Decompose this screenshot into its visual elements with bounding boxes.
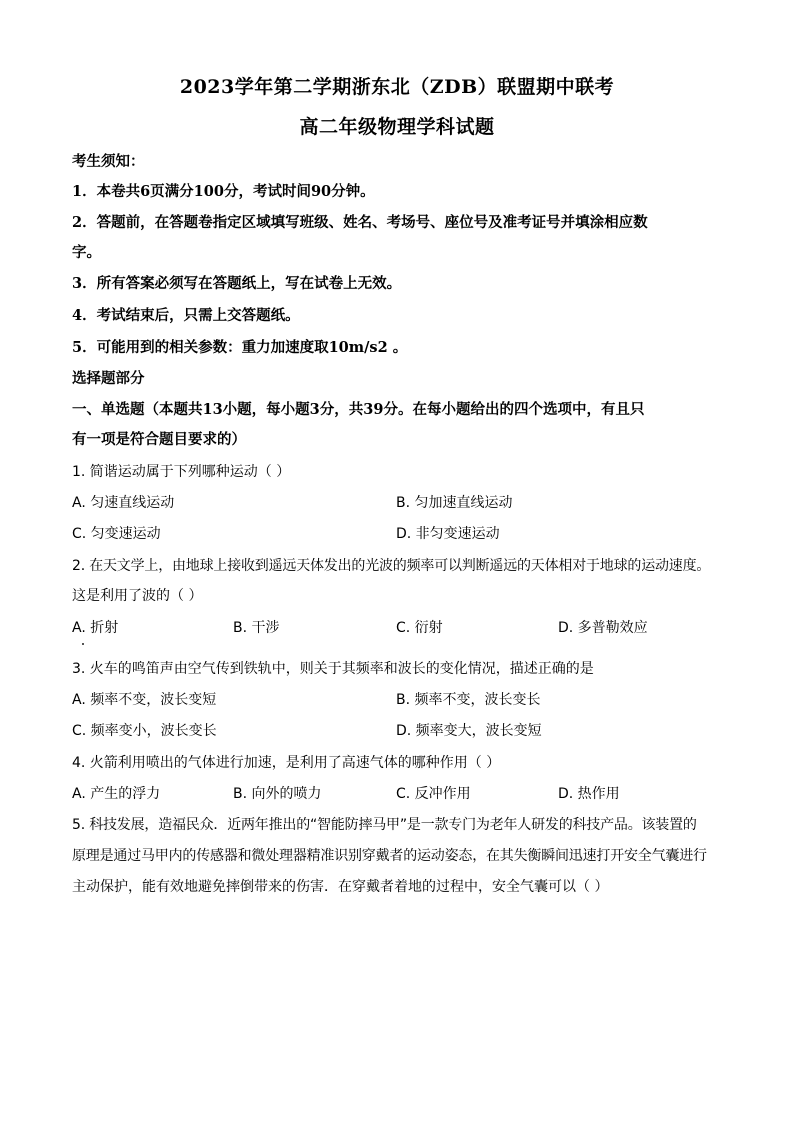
question-4-stem: 4. 火箭利用喷出的气体进行加速，是利用了高速气体的哪种作用（ ） bbox=[72, 755, 501, 771]
question-5-stem-b: 原理是通过马甲内的传感器和微处理器精准识别穿戴者的运动姿态，在其失衡瞬间迅速打开安全气囊进行 bbox=[72, 848, 707, 864]
notice-item-3: 3．所有答案必须写在答题纸上，写在试卷上无效。 bbox=[72, 275, 402, 292]
question-3-option-b: B. 频率不变，波长变长 bbox=[396, 692, 541, 708]
question-2-option-d: D. 多普勒效应 bbox=[558, 620, 648, 636]
question-3-stem: 3. 火车的鸣笛声由空气传到铁轨中，则关于其频率和波长的变化情况，描述正确的是 bbox=[72, 661, 594, 677]
question-1-option-b: B. 匀加速直线运动 bbox=[396, 495, 513, 511]
question-2-option-a: A. 折射 bbox=[72, 620, 119, 636]
question-3-option-d: D. 频率变大，波长变短 bbox=[396, 723, 542, 739]
section-part-title: 选择题部分 bbox=[72, 370, 145, 387]
question-1-option-a: A. 匀速直线运动 bbox=[72, 495, 175, 511]
stray-dot bbox=[82, 643, 84, 645]
question-1-option-d: D. 非匀变速运动 bbox=[396, 526, 500, 542]
question-1-option-c: C. 匀变速运动 bbox=[72, 526, 161, 542]
question-2-option-c: C. 衍射 bbox=[396, 620, 443, 636]
exam-title: 2023学年第二学期浙东北（ZDB）联盟期中联考 bbox=[179, 76, 615, 98]
notice-item-5: 5．可能用到的相关参数：重力加速度取10m/s2 。 bbox=[72, 339, 408, 356]
question-2-option-b: B. 干涉 bbox=[233, 620, 280, 636]
question-4-option-c: C. 反冲作用 bbox=[396, 786, 471, 802]
notice-item-4: 4．考试结束后，只需上交答题纸。 bbox=[72, 307, 300, 324]
question-1-stem: 1. 简谐运动属于下列哪种运动（ ） bbox=[72, 464, 291, 480]
question-4-option-b: B. 向外的喷力 bbox=[233, 786, 322, 802]
question-3-option-c: C. 频率变小，波长变长 bbox=[72, 723, 217, 739]
notice-item-1: 1．本卷共6页满分100分，考试时间90分钟。 bbox=[72, 183, 375, 200]
question-2-stem-a: 2. 在天文学上，由地球上接收到遥远天体发出的光波的频率可以判断遥远的天体相对于地球的运动速度。 bbox=[72, 558, 711, 574]
notice-item-2b: 字。 bbox=[72, 244, 101, 261]
notice-item-2a: 2．答题前，在答题卷指定区域填写班级、姓名、考场号、座位号及准考证号并填涂相应数 bbox=[72, 214, 648, 231]
question-2-stem-b: 这是利用了波的（ ） bbox=[72, 588, 203, 604]
notice-heading: 考生须知： bbox=[72, 153, 145, 170]
section-intro-b: 有一项是符合题目要求的） bbox=[72, 431, 246, 448]
section-intro-a: 一、单选题（本题共13小题，每小题3分，共39分。在每小题给出的四个选项中，有且只 bbox=[72, 401, 645, 418]
question-5-stem-c: 主动保护，能有效地避免摔倒带来的伤害．在穿戴者着地的过程中，安全气囊可以（ ） bbox=[72, 879, 609, 895]
exam-subtitle: 高二年级物理学科试题 bbox=[299, 116, 495, 138]
question-3-option-a: A. 频率不变，波长变短 bbox=[72, 692, 217, 708]
question-5-stem-a: 5. 科技发展，造福民众．近两年推出的“智能防摔马甲”是一款专门为老年人研发的科技产品。该装置的 bbox=[72, 817, 697, 833]
question-4-option-d: D. 热作用 bbox=[558, 786, 620, 802]
question-4-option-a: A. 产生的浮力 bbox=[72, 786, 161, 802]
